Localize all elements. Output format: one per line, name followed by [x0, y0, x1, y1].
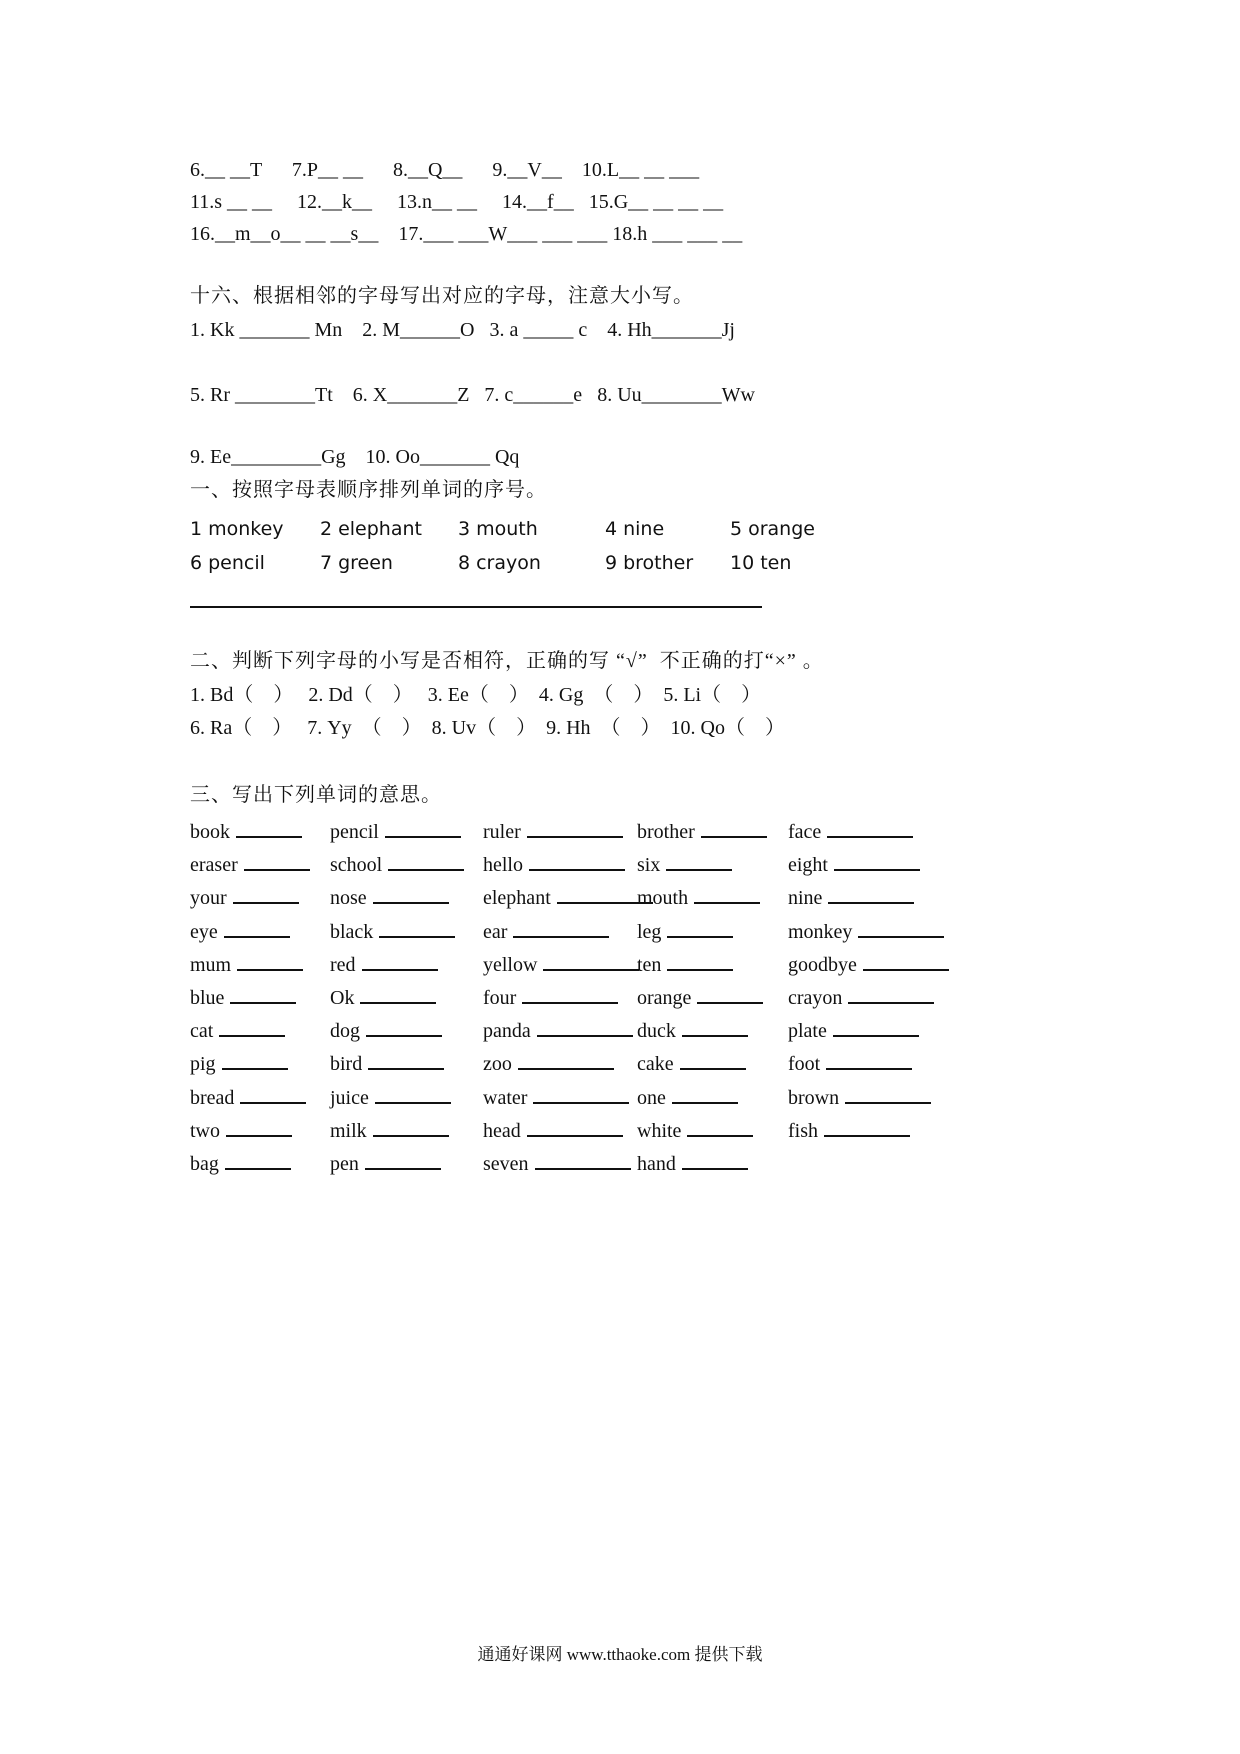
answer-blank [863, 951, 949, 971]
answer-blank [360, 984, 436, 1004]
section2-row-2: 6. Ra（ ） 7. Yy （ ） 8. Uv（ ） 9. Hh （ ） 10. Qo（ ） [190, 717, 785, 739]
vocab-item [637, 984, 763, 1010]
answer-blank [385, 818, 461, 838]
vocab-item [330, 1117, 449, 1143]
vocab-item [190, 884, 299, 910]
answer-blank [680, 1050, 746, 1070]
order-item-word: monkey [208, 518, 284, 540]
answer-blank [233, 884, 299, 904]
vocab-word: duck [637, 1020, 676, 1043]
answer-blank [858, 918, 944, 938]
answer-blank [845, 1084, 931, 1104]
vocab-item [483, 984, 618, 1010]
vocab-item [483, 851, 625, 877]
answer-blank [373, 884, 449, 904]
answer-blank [226, 1117, 292, 1137]
vocab-item [330, 1150, 441, 1176]
vocab-item [788, 1117, 910, 1143]
vocab-item [788, 918, 944, 944]
answer-blank [682, 1017, 748, 1037]
order-item-word: mouth [476, 518, 538, 540]
order-item [458, 518, 538, 540]
vocab-word: bag [190, 1153, 219, 1175]
order-item [190, 518, 284, 540]
section1-heading: 一、按照字母表顺序排列单词的序号。 [190, 479, 547, 501]
answer-blank [828, 884, 914, 904]
order-item-number: 1 [190, 518, 203, 540]
vocab-item [190, 818, 302, 844]
vocab-item [483, 1084, 629, 1110]
answer-blank [535, 1150, 631, 1170]
vocab-item [788, 884, 914, 910]
order-item [605, 552, 693, 574]
order-item [730, 552, 791, 574]
answer-blank [537, 1017, 633, 1037]
answer-blank [527, 1117, 623, 1137]
order-item-number: 4 [605, 518, 618, 540]
answer-blank [522, 984, 618, 1004]
answer-blank [667, 951, 733, 971]
footer-source: 通通好课网 www.tthaoke.com 提供下载 [477, 1645, 763, 1664]
answer-blank [237, 951, 303, 971]
vocab-word: eye [190, 920, 218, 943]
vocab-item [190, 918, 290, 944]
vocab-item [330, 884, 449, 910]
vocab-word: hello [483, 854, 523, 877]
vocab-word: yellow [483, 953, 538, 976]
vocab-word: ruler [483, 821, 521, 843]
order-item-number: 5 [730, 518, 743, 540]
section16-row-3: 9. Ee_________Gg 10. Oo_______ Qq [190, 446, 520, 468]
vocab-item [190, 951, 303, 977]
vocab-word: nose [330, 887, 367, 910]
vocab-item [190, 851, 310, 877]
letters-row-3: 16.__m__o__ __ __s__ 17.___ ___W___ ___ ___ 18.h ___ ___ __ [190, 223, 743, 245]
vocab-word: brother [637, 821, 695, 843]
vocab-word: juice [330, 1086, 369, 1109]
vocab-item [330, 1084, 451, 1110]
vocab-word: panda [483, 1020, 531, 1043]
vocab-word: head [483, 1119, 521, 1142]
vocab-word: cat [190, 1020, 214, 1043]
section16-heading: 十六、根据相邻的字母写出对应的字母，注意大小写。 [190, 285, 694, 307]
vocab-item [190, 1117, 292, 1143]
vocab-word: mum [190, 953, 232, 976]
answer-blank [388, 851, 464, 871]
answer-blank [375, 1084, 451, 1104]
vocab-word: hand [637, 1153, 676, 1175]
vocab-item [637, 1084, 738, 1110]
vocab-word: ten [637, 953, 662, 976]
vocab-word: face [788, 821, 822, 843]
vocab-item [637, 1050, 746, 1076]
answer-blank [240, 1084, 306, 1104]
answer-blank [219, 1017, 285, 1037]
order-item-number: 7 [320, 552, 333, 574]
vocab-word: ear [483, 920, 508, 943]
vocab-item [483, 1050, 614, 1076]
answer-blank [225, 1150, 291, 1170]
vocab-word: orange [637, 987, 692, 1009]
order-item [730, 518, 815, 540]
vocab-item [483, 1150, 631, 1176]
answer-blank [666, 851, 732, 871]
vocab-item [330, 1017, 442, 1043]
vocab-word: zoo [483, 1053, 512, 1076]
vocab-item [330, 984, 436, 1010]
order-item [320, 552, 393, 574]
answer-blank [533, 1084, 629, 1104]
vocab-word: red [330, 953, 356, 976]
section2-heading: 二、判断下列字母的小写是否相符，正确的写 “√” 不正确的打“×” 。 [190, 650, 824, 672]
vocab-word: Ok [330, 987, 355, 1009]
vocab-item [330, 951, 438, 977]
order-item-word: elephant [338, 518, 422, 540]
vocab-word: two [190, 1119, 220, 1142]
answer-blank [366, 1017, 442, 1037]
order-item [458, 552, 541, 574]
vocab-word: bread [190, 1086, 235, 1109]
vocab-word: fish [788, 1119, 818, 1142]
order-item-word: pencil [208, 552, 265, 574]
vocab-word: blue [190, 987, 225, 1009]
answer-blank [222, 1050, 288, 1070]
answer-blank [543, 951, 639, 971]
vocab-item [330, 1050, 444, 1076]
vocab-item [330, 918, 455, 944]
order-item-word: orange [748, 518, 815, 540]
vocab-item [637, 918, 733, 944]
answer-blank [224, 918, 290, 938]
answer-blank [527, 818, 623, 838]
vocab-item [483, 1017, 633, 1043]
vocab-word: milk [330, 1119, 367, 1142]
order-item [320, 518, 422, 540]
vocab-item [788, 984, 934, 1010]
answer-blank [833, 1017, 919, 1037]
order-item-word: brother [623, 552, 694, 574]
vocab-item [788, 818, 913, 844]
vocab-word: cake [637, 1053, 674, 1076]
answer-blank [513, 918, 609, 938]
answer-blank [848, 984, 934, 1004]
vocab-item [483, 951, 639, 977]
order-item-word: nine [623, 518, 665, 540]
vocab-word: eight [788, 854, 828, 877]
vocab-item [190, 1084, 306, 1110]
order-item-number: 2 [320, 518, 333, 540]
vocab-word: pig [190, 1053, 216, 1076]
order-item-word: ten [760, 552, 792, 574]
vocab-item [483, 918, 609, 944]
vocab-item [190, 1017, 285, 1043]
vocab-item [637, 884, 760, 910]
vocab-item [788, 851, 920, 877]
vocab-word: leg [637, 920, 662, 943]
answer-blank [667, 918, 733, 938]
order-item-number: 8 [458, 552, 471, 574]
answer-blank [687, 1117, 753, 1137]
answer-blank [373, 1117, 449, 1137]
answer-blank [236, 818, 302, 838]
vocab-item [330, 851, 464, 877]
answer-blank [244, 851, 310, 871]
vocab-word: monkey [788, 920, 853, 943]
vocab-word: foot [788, 1053, 821, 1076]
order-item-word: crayon [476, 552, 541, 574]
vocab-item [637, 951, 733, 977]
vocab-word: bird [330, 1053, 363, 1076]
vocab-item [330, 818, 461, 844]
vocab-word: six [637, 854, 661, 877]
answer-blank [230, 984, 296, 1004]
vocab-word: school [330, 854, 383, 877]
vocab-word: pencil [330, 821, 379, 843]
vocab-word: one [637, 1086, 666, 1109]
answer-blank [365, 1150, 441, 1170]
vocab-item [190, 1050, 288, 1076]
section3-heading: 三、写出下列单词的意思。 [190, 784, 442, 806]
vocab-word: white [637, 1119, 682, 1142]
section2-row-1: 1. Bd（ ） 2. Dd（ ） 3. Ee（ ） 4. Gg （ ） 5. Li（ ） [190, 684, 762, 706]
vocab-item [190, 1150, 291, 1176]
order-item [190, 552, 265, 574]
answer-blank [701, 818, 767, 838]
order-item-number: 10 [730, 552, 755, 574]
answer-blank [368, 1050, 444, 1070]
answer-blank [824, 1117, 910, 1137]
vocab-item [788, 951, 949, 977]
vocab-item [637, 851, 732, 877]
vocab-item [483, 1117, 623, 1143]
answer-blank [672, 1084, 738, 1104]
vocab-word: your [190, 887, 227, 910]
answer-blank [682, 1150, 748, 1170]
vocab-word: crayon [788, 987, 843, 1009]
vocab-item [788, 1017, 919, 1043]
vocab-word: nine [788, 887, 823, 910]
section16-row-2: 5. Rr ________Tt 6. X_______Z 7. c______e 8. Uu________Ww [190, 384, 755, 406]
order-item-number: 6 [190, 552, 203, 574]
section16-row-1: 1. Kk _______ Mn 2. M______O 3. a _____ c 4. Hh_______Jj [190, 319, 735, 341]
vocab-item [788, 1084, 931, 1110]
vocab-item [788, 1050, 912, 1076]
answer-blank [827, 818, 913, 838]
vocab-word: mouth [637, 887, 689, 910]
vocab-word: goodbye [788, 953, 857, 976]
vocab-word: four [483, 987, 517, 1009]
vocab-word: seven [483, 1153, 529, 1175]
answer-blank [697, 984, 763, 1004]
answer-blank [694, 884, 760, 904]
order-item-word: green [338, 552, 393, 574]
letters-row-2: 11.s __ __ 12.__k__ 13.n__ __ 14.__f__ 15.G__ __ __ __ [190, 191, 724, 213]
order-item-number: 9 [605, 552, 618, 574]
vocab-item [637, 1150, 748, 1176]
vocab-word: pen [330, 1153, 359, 1175]
answer-rule [190, 606, 762, 608]
vocab-word: brown [788, 1086, 840, 1109]
answer-blank [379, 918, 455, 938]
vocab-word: water [483, 1086, 528, 1109]
vocab-word: eraser [190, 854, 238, 877]
vocab-word: book [190, 821, 230, 843]
letters-row-1: 6.__ __T 7.P__ __ 8.__Q__ 9.__V__ 10.L__ __ ___ [190, 159, 700, 181]
answer-blank [362, 951, 438, 971]
answer-blank [518, 1050, 614, 1070]
vocab-word: plate [788, 1020, 827, 1043]
vocab-item [483, 884, 653, 910]
order-item-number: 3 [458, 518, 471, 540]
vocab-word: black [330, 920, 374, 943]
vocab-item [637, 1117, 753, 1143]
vocab-item [190, 984, 296, 1010]
vocab-item [483, 818, 623, 844]
vocab-item [637, 1017, 748, 1043]
vocab-word: dog [330, 1020, 360, 1043]
vocab-word: elephant [483, 887, 551, 910]
answer-blank [529, 851, 625, 871]
vocab-item [637, 818, 767, 844]
answer-blank [834, 851, 920, 871]
order-item [605, 518, 664, 540]
answer-blank [826, 1050, 912, 1070]
